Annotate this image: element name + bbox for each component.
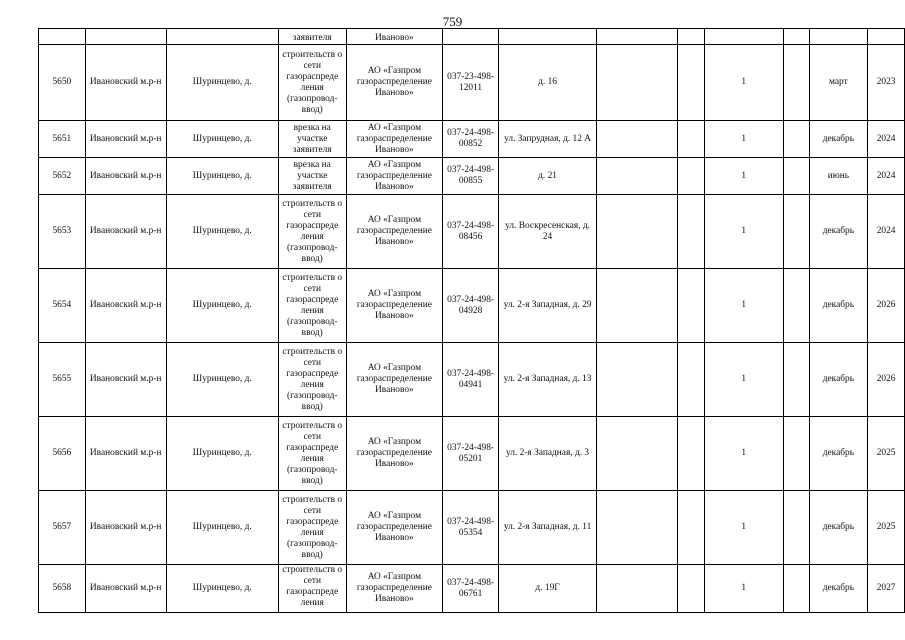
cell-year: 2024 xyxy=(868,195,905,269)
cell-col8 xyxy=(596,121,677,158)
cell-code: 037-24-498-05201 xyxy=(443,417,499,491)
table-body xyxy=(39,29,905,613)
cell-code: 037-24-498-08456 xyxy=(443,195,499,269)
cell-work: строительств о сети газораспреде ления (газопровод-ввод) xyxy=(278,343,346,417)
cell-col9 xyxy=(678,491,705,565)
cell-col8 xyxy=(596,417,677,491)
cell-code: 037-24-498-05354 xyxy=(443,491,499,565)
cell-locality: Шуринцево, д. xyxy=(166,45,278,121)
cell-org: АО «Газпром газораспределение Иваново» xyxy=(346,491,442,565)
cell-count: 1 xyxy=(704,565,783,613)
cell-col9 xyxy=(678,158,705,195)
cell-col11 xyxy=(783,417,809,491)
cell-count: 1 xyxy=(704,343,783,417)
cell-col9 xyxy=(678,565,705,613)
cell-col11 xyxy=(783,29,809,45)
cell-org: АО «Газпром газораспределение Иваново» xyxy=(346,195,442,269)
cell-code: 037-23-498-12011 xyxy=(443,45,499,121)
table-row xyxy=(39,417,905,491)
cell-col9 xyxy=(678,417,705,491)
cell-work: врезка на участке заявителя xyxy=(278,121,346,158)
cell-code: 037-24-498-00855 xyxy=(443,158,499,195)
cell-col11 xyxy=(783,45,809,121)
cell-work: строительств о сети газораспреде ления (газопровод-ввод) xyxy=(278,269,346,343)
cell-address: д. 16 xyxy=(499,45,597,121)
cell-address: д. 19Г xyxy=(499,565,597,613)
cell-year: 2025 xyxy=(868,491,905,565)
cell-org: АО «Газпром газораспределение Иваново» xyxy=(346,45,442,121)
cell-no: 5655 xyxy=(39,343,86,417)
cell-col8 xyxy=(596,195,677,269)
cell-count: 1 xyxy=(704,121,783,158)
cell-work: строительств о сети газораспреде ления (газопровод-ввод) xyxy=(278,491,346,565)
cell-code: 037-24-498-04928 xyxy=(443,269,499,343)
table-row xyxy=(39,158,905,195)
cell-code: 037-24-498-06761 xyxy=(443,565,499,613)
cell-no: 5652 xyxy=(39,158,86,195)
cell-work: заявителя xyxy=(278,29,346,45)
cell-month: декабрь xyxy=(809,343,868,417)
cell-col8 xyxy=(596,343,677,417)
cell-org: АО «Газпром газораспределение Иваново» xyxy=(346,417,442,491)
cell-district: Ивановский м.р-н xyxy=(85,417,166,491)
cell-district: Ивановский м.р-н xyxy=(85,343,166,417)
cell-no: 5651 xyxy=(39,121,86,158)
cell-month: декабрь xyxy=(809,565,868,613)
cell-no: 5650 xyxy=(39,45,86,121)
cell-col11 xyxy=(783,343,809,417)
cell-locality xyxy=(166,29,278,45)
cell-district: Ивановский м.р-н xyxy=(85,45,166,121)
cell-address xyxy=(499,29,597,45)
cell-no: 5658 xyxy=(39,565,86,613)
cell-no: 5656 xyxy=(39,417,86,491)
cell-locality: Шуринцево, д. xyxy=(166,121,278,158)
cell-count: 1 xyxy=(704,195,783,269)
cell-locality: Шуринцево, д. xyxy=(166,269,278,343)
cell-year: 2027 xyxy=(868,565,905,613)
cell-district: Ивановский м.р-н xyxy=(85,121,166,158)
cell-col8 xyxy=(596,45,677,121)
cell-district: Ивановский м.р-н xyxy=(85,158,166,195)
cell-district: Ивановский м.р-н xyxy=(85,491,166,565)
cell-no: 5654 xyxy=(39,269,86,343)
cell-org: АО «Газпром газораспределение Иваново» xyxy=(346,269,442,343)
cell-col9 xyxy=(678,45,705,121)
cell-work: врезка на участке заявителя xyxy=(278,158,346,195)
cell-work: строительств о сети газораспреде ления (газопровод-ввод) xyxy=(278,45,346,121)
cell-district: Ивановский м.р-н xyxy=(85,269,166,343)
cell-month: декабрь xyxy=(809,195,868,269)
table-row xyxy=(39,195,905,269)
cell-address: ул. 2-я Западная, д. 29 xyxy=(499,269,597,343)
cell-district: Ивановский м.р-н xyxy=(85,195,166,269)
cell-count: 1 xyxy=(704,417,783,491)
cell-address: ул. 2-я Западная, д. 11 xyxy=(499,491,597,565)
cell-year: 2024 xyxy=(868,158,905,195)
cell-locality: Шуринцево, д. xyxy=(166,565,278,613)
table-row xyxy=(39,121,905,158)
cell-col11 xyxy=(783,269,809,343)
cell-district xyxy=(85,29,166,45)
cell-month: декабрь xyxy=(809,269,868,343)
cell-year: 2023 xyxy=(868,45,905,121)
cell-no: 5657 xyxy=(39,491,86,565)
cell-locality: Шуринцево, д. xyxy=(166,158,278,195)
table-row xyxy=(39,269,905,343)
cell-address: ул. 2-я Западная, д. 13 xyxy=(499,343,597,417)
cell-col8 xyxy=(596,565,677,613)
cell-org: АО «Газпром газораспределение Иваново» xyxy=(346,343,442,417)
cell-locality: Шуринцево, д. xyxy=(166,195,278,269)
cell-locality: Шуринцево, д. xyxy=(166,343,278,417)
cell-month xyxy=(809,29,868,45)
cell-code xyxy=(443,29,499,45)
cell-no: 5653 xyxy=(39,195,86,269)
cell-code: 037-24-498-00852 xyxy=(443,121,499,158)
cell-year: 2024 xyxy=(868,121,905,158)
cell-col8 xyxy=(596,29,677,45)
cell-col8 xyxy=(596,269,677,343)
cell-work: строительств о сети газораспреде ления (газопровод-ввод) xyxy=(278,417,346,491)
cell-col9 xyxy=(678,269,705,343)
cell-work: строительств о сети газораспреде ления (газопровод-ввод) xyxy=(278,195,346,269)
cell-col11 xyxy=(783,158,809,195)
table-row xyxy=(39,45,905,121)
cell-no xyxy=(39,29,86,45)
cell-org: АО «Газпром газораспределение Иваново» xyxy=(346,158,442,195)
cell-col11 xyxy=(783,121,809,158)
cell-count xyxy=(704,29,783,45)
gas-connection-table xyxy=(38,28,905,613)
cell-month: декабрь xyxy=(809,121,868,158)
cell-code: 037-24-498-04941 xyxy=(443,343,499,417)
cell-locality: Шуринцево, д. xyxy=(166,417,278,491)
cell-address: ул. Воскресенская, д. 24 xyxy=(499,195,597,269)
cell-year: 2026 xyxy=(868,343,905,417)
cell-year xyxy=(868,29,905,45)
table-row xyxy=(39,343,905,417)
cell-col9 xyxy=(678,343,705,417)
table-row xyxy=(39,491,905,565)
cell-org: АО «Газпром газораспределение Иваново» xyxy=(346,121,442,158)
cell-year: 2026 xyxy=(868,269,905,343)
cell-year: 2025 xyxy=(868,417,905,491)
cell-address: ул. Запрудная, д. 12 А xyxy=(499,121,597,158)
cell-month: декабрь xyxy=(809,417,868,491)
cell-month: март xyxy=(809,45,868,121)
table-row xyxy=(39,565,905,613)
cell-col8 xyxy=(596,491,677,565)
cell-col11 xyxy=(783,195,809,269)
cell-address: ул. 2-я Западная, д. 3 xyxy=(499,417,597,491)
cell-locality: Шуринцево, д. xyxy=(166,491,278,565)
cell-month: июнь xyxy=(809,158,868,195)
cell-work: строительств о сети газораспреде ления xyxy=(278,565,346,613)
cell-col11 xyxy=(783,565,809,613)
cell-district: Ивановский м.р-н xyxy=(85,565,166,613)
cell-count: 1 xyxy=(704,45,783,121)
page-number: 759 xyxy=(442,14,463,29)
cell-count: 1 xyxy=(704,491,783,565)
cell-col9 xyxy=(678,121,705,158)
cell-org: АО «Газпром газораспределение Иваново» xyxy=(346,565,442,613)
cell-col8 xyxy=(596,158,677,195)
cell-col11 xyxy=(783,491,809,565)
cell-count: 1 xyxy=(704,158,783,195)
table-row-continued xyxy=(39,29,905,45)
cell-address: д. 21 xyxy=(499,158,597,195)
cell-col9 xyxy=(678,29,705,45)
cell-count: 1 xyxy=(704,269,783,343)
cell-month: декабрь xyxy=(809,491,868,565)
cell-col9 xyxy=(678,195,705,269)
cell-org: Иваново» xyxy=(346,29,442,45)
